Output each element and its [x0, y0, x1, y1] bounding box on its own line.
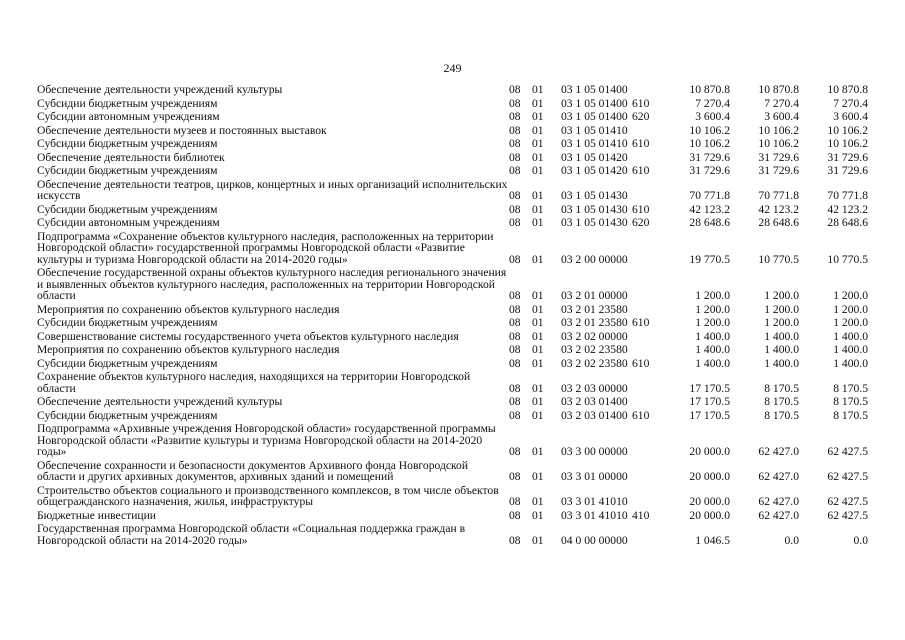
- subsection-code: 01: [532, 343, 544, 356]
- subsection-code: 01: [532, 216, 544, 229]
- row-name: Субсидии автономным учреждениям: [37, 216, 220, 229]
- amount-year-3: 31 729.6: [827, 150, 868, 164]
- table-row: [37, 98, 868, 112]
- table-body: [37, 84, 868, 548]
- expense-type-code: 610: [632, 96, 650, 110]
- subsection-code: 01: [532, 189, 544, 202]
- amount-year-3: 31 729.6: [827, 164, 868, 177]
- target-article-code: 03 1 05 01420: [561, 150, 628, 164]
- row-name: Обеспечение государственной охраны объектов культурного наследия регионального значения и выявленных объектов культурного наследия, расположенных на территории Новгородской области: [37, 266, 507, 302]
- amount-year-3: 62 427.5: [827, 445, 868, 458]
- table-row: [37, 485, 868, 510]
- page-number: 249: [443, 61, 462, 75]
- subsection-code: 01: [532, 96, 544, 110]
- amount-year-1: 10 870.8: [689, 83, 730, 96]
- amount-year-3: 70 771.8: [827, 189, 868, 202]
- target-article-code: 03 2 03 01400: [561, 408, 628, 422]
- target-article-code: 03 1 05 01400: [561, 83, 628, 96]
- amount-year-3: 1 200.0: [833, 302, 868, 316]
- amount-year-3: 3 600.4: [833, 110, 868, 123]
- row-name: Мероприятия по сохранению объектов культурного наследия: [37, 302, 340, 316]
- amount-year-1: 42 123.2: [689, 202, 730, 216]
- target-article-code: 03 2 02 00000: [561, 329, 628, 343]
- target-article-code: 03 3 00 00000: [561, 445, 628, 458]
- amount-year-2: 0.0: [784, 533, 799, 547]
- amount-year-1: 17 170.5: [689, 381, 730, 395]
- amount-year-1: 20 000.0: [689, 495, 730, 508]
- row-name: Субсидии бюджетным учреждениям: [37, 96, 218, 110]
- amount-year-3: 28 648.6: [827, 216, 868, 229]
- subsection-code: 01: [532, 381, 544, 395]
- section-code: 08: [509, 445, 521, 458]
- row-name: Субсидии бюджетным учреждениям: [37, 202, 218, 216]
- expense-type-code: 610: [632, 202, 650, 216]
- row-name: Субсидии бюджетным учреждениям: [37, 316, 218, 329]
- amount-year-3: 1 200.0: [833, 289, 868, 302]
- section-code: 08: [509, 289, 521, 302]
- section-code: 08: [509, 150, 521, 164]
- section-code: 08: [509, 533, 521, 547]
- budget-table: [37, 84, 868, 548]
- amount-year-2: 70 771.8: [758, 189, 799, 202]
- expense-type-code: [632, 152, 660, 166]
- amount-year-2: 3 600.4: [764, 110, 799, 123]
- amount-year-1: 20 000.0: [689, 470, 730, 483]
- subsection-code: 01: [532, 123, 544, 137]
- row-name: Государственная программа Новгородской области «Социальная поддержка граждан в Новгородской области на 2014-2020 годы»: [37, 522, 466, 547]
- target-article-code: 03 1 05 01430: [561, 189, 628, 202]
- row-name: Бюджетные инвестиции: [37, 508, 157, 522]
- amount-year-3: 1 200.0: [833, 316, 868, 329]
- subsection-code: 01: [532, 164, 544, 177]
- section-code: 08: [509, 408, 521, 422]
- amount-year-3: 1 400.0: [833, 329, 868, 343]
- expense-type-code: [632, 396, 660, 410]
- subsection-code: 01: [532, 508, 544, 522]
- target-article-code: 03 2 01 23580: [561, 316, 628, 329]
- table-row: [37, 460, 868, 485]
- target-article-code: 03 2 02 23580: [561, 343, 628, 356]
- amount-year-3: 8 170.5: [833, 408, 868, 422]
- table-row: [37, 523, 868, 548]
- amount-year-3: 62 427.5: [827, 470, 868, 483]
- row-name: Строительство объектов социального и производственного комплексов, в том числе объектов общегражданского назначения, жилья, инфраструктуры: [37, 483, 499, 508]
- amount-year-1: 3 600.4: [695, 110, 730, 123]
- target-article-code: 03 2 02 23580: [561, 356, 628, 370]
- section-code: 08: [509, 123, 521, 137]
- section-code: 08: [509, 164, 521, 177]
- amount-year-2: 42 123.2: [758, 202, 799, 216]
- target-article-code: 03 1 05 01400: [561, 110, 628, 123]
- section-code: 08: [509, 343, 521, 356]
- target-article-code: 04 0 00 00000: [561, 533, 628, 547]
- amount-year-2: 62 427.0: [758, 470, 799, 483]
- target-article-code: 03 1 05 01410: [561, 123, 628, 137]
- section-code: 08: [509, 189, 521, 202]
- table-row: [37, 396, 868, 410]
- row-name: Субсидии бюджетным учреждениям: [37, 356, 218, 370]
- amount-year-1: 70 771.8: [689, 189, 730, 202]
- row-name: Обеспечение деятельности учреждений культуры: [37, 83, 283, 96]
- section-code: 08: [509, 302, 521, 316]
- table-row: [37, 138, 868, 152]
- table-row: [37, 344, 868, 358]
- amount-year-2: 10 870.8: [758, 83, 799, 96]
- expense-type-code: [632, 267, 660, 304]
- target-article-code: 03 2 01 23580: [561, 302, 628, 316]
- amount-year-2: 10 106.2: [758, 123, 799, 137]
- table-row: [37, 423, 868, 460]
- expense-type-code: [632, 523, 660, 548]
- subsection-code: 01: [532, 395, 544, 408]
- expense-type-code: [632, 344, 660, 358]
- amount-year-3: 7 270.4: [833, 96, 868, 110]
- section-code: 08: [509, 216, 521, 229]
- amount-year-3: 10 870.8: [827, 83, 868, 96]
- amount-year-2: 1 400.0: [764, 329, 799, 343]
- table-row: [37, 111, 868, 125]
- amount-year-1: 1 200.0: [695, 289, 730, 302]
- amount-year-3: 62 427.5: [827, 495, 868, 508]
- amount-year-2: 10 770.5: [758, 252, 799, 266]
- row-name: Подпрограмма «Сохранение объектов культурного наследия, расположенных на территории Новгородской области» государственной программы Новгородской области «Развитие культуры и туризма Новгородской области на 2014-2020 годы»: [37, 229, 494, 266]
- row-name: Совершенствование системы государственного учета объектов культурного наследия: [37, 329, 459, 343]
- row-name: Субсидии бюджетным учреждениям: [37, 164, 218, 177]
- amount-year-3: 8 170.5: [833, 381, 868, 395]
- amount-year-2: 1 200.0: [764, 316, 799, 329]
- target-article-code: 03 1 05 01420: [561, 164, 628, 177]
- row-name: Субсидии автономным учреждениям: [37, 110, 220, 123]
- table-row: [37, 179, 868, 204]
- target-article-code: 03 1 05 01430: [561, 216, 628, 229]
- amount-year-2: 10 106.2: [758, 137, 799, 150]
- subsection-code: 01: [532, 356, 544, 370]
- section-code: 08: [509, 96, 521, 110]
- table-row: [37, 510, 868, 524]
- row-name: Обеспечение деятельности театров, цирков, концертных и иных организаций исполнительских искусств: [37, 177, 508, 202]
- expense-type-code: 610: [632, 356, 650, 370]
- amount-year-1: 1 400.0: [695, 356, 730, 370]
- amount-year-1: 31 729.6: [689, 164, 730, 177]
- subsection-code: 01: [532, 408, 544, 422]
- row-name: Обеспечение деятельности музеев и постоянных выставок: [37, 123, 327, 137]
- table-row: [37, 371, 868, 396]
- table-row: [37, 267, 868, 304]
- target-article-code: 03 1 05 01410: [561, 137, 628, 150]
- table-row: [37, 165, 868, 179]
- section-code: 08: [509, 508, 521, 522]
- expense-type-code: [632, 485, 660, 510]
- table-row: [37, 331, 868, 345]
- row-name: Подпрограмма «Архивные учреждения Новгородской области» государственной программы Новгородской области «Развитие культуры и туризма Новгородской области на 2014-2020 годы»: [37, 422, 496, 458]
- amount-year-2: 8 170.5: [764, 395, 799, 408]
- target-article-code: 03 3 01 41010: [561, 495, 628, 508]
- expense-type-code: 610: [632, 408, 650, 422]
- section-code: 08: [509, 470, 521, 483]
- amount-year-2: 8 170.5: [764, 408, 799, 422]
- subsection-code: 01: [532, 302, 544, 316]
- amount-year-2: 7 270.4: [764, 96, 799, 110]
- amount-year-2: 1 200.0: [764, 302, 799, 316]
- table-row: [37, 410, 868, 424]
- section-code: 08: [509, 495, 521, 508]
- amount-year-3: 1 400.0: [833, 356, 868, 370]
- expense-type-code: [632, 304, 660, 318]
- section-code: 08: [509, 252, 521, 266]
- section-code: 08: [509, 202, 521, 216]
- amount-year-1: 20 000.0: [689, 508, 730, 522]
- target-article-code: 03 3 01 41010: [561, 508, 628, 522]
- row-name: Обеспечение сохранности и безопасности документов Архивного фонда Новгородской области и других архивных документов, архивных зданий и помещений: [37, 458, 469, 483]
- subsection-code: 01: [532, 329, 544, 343]
- amount-year-2: 62 427.0: [758, 445, 799, 458]
- amount-year-1: 7 270.4: [695, 96, 730, 110]
- expense-type-code: 620: [632, 110, 650, 123]
- section-code: 08: [509, 316, 521, 329]
- section-code: 08: [509, 329, 521, 343]
- amount-year-1: 28 648.6: [689, 216, 730, 229]
- amount-year-2: 31 729.6: [758, 164, 799, 177]
- amount-year-2: 28 648.6: [758, 216, 799, 229]
- amount-year-1: 1 400.0: [695, 329, 730, 343]
- subsection-code: 01: [532, 202, 544, 216]
- expense-type-code: [632, 179, 660, 204]
- section-code: 08: [509, 356, 521, 370]
- subsection-code: 01: [532, 316, 544, 329]
- amount-year-3: 10 770.5: [827, 252, 868, 266]
- amount-year-1: 19 770.5: [689, 252, 730, 266]
- amount-year-2: 62 427.0: [758, 508, 799, 522]
- amount-year-3: 42 123.2: [827, 202, 868, 216]
- row-name: Обеспечение деятельности учреждений культуры: [37, 395, 283, 408]
- amount-year-3: 62 427.5: [827, 508, 868, 522]
- subsection-code: 01: [532, 470, 544, 483]
- table-row: [37, 231, 868, 268]
- target-article-code: 03 2 01 00000: [561, 289, 628, 302]
- row-name: Субсидии бюджетным учреждениям: [37, 137, 218, 150]
- table-row: [37, 304, 868, 318]
- row-name: Обеспечение деятельности библиотек: [37, 150, 225, 164]
- target-article-code: 03 2 00 00000: [561, 252, 628, 266]
- amount-year-2: 31 729.6: [758, 150, 799, 164]
- table-row: [37, 217, 868, 231]
- table-row: [37, 204, 868, 218]
- section-code: 08: [509, 110, 521, 123]
- amount-year-2: 8 170.5: [764, 381, 799, 395]
- amount-year-3: 8 170.5: [833, 395, 868, 408]
- section-code: 08: [509, 381, 521, 395]
- row-name: Сохранение объектов культурного наследия, находящихся на территории Новгородской области: [37, 370, 471, 395]
- subsection-code: 01: [532, 83, 544, 96]
- section-code: 08: [509, 137, 521, 150]
- amount-year-2: 1 400.0: [764, 343, 799, 356]
- subsection-code: 01: [532, 533, 544, 547]
- target-article-code: 03 3 01 00000: [561, 470, 628, 483]
- expense-type-code: 410: [632, 508, 650, 522]
- subsection-code: 01: [532, 289, 544, 302]
- target-article-code: 03 2 03 01400: [561, 395, 628, 408]
- amount-year-1: 1 200.0: [695, 302, 730, 316]
- target-article-code: 03 2 03 00000: [561, 381, 628, 395]
- subsection-code: 01: [532, 445, 544, 458]
- subsection-code: 01: [532, 495, 544, 508]
- amount-year-3: 10 106.2: [827, 137, 868, 150]
- amount-year-3: 1 400.0: [833, 343, 868, 356]
- expense-type-code: [632, 460, 660, 485]
- table-row: [37, 317, 868, 331]
- expense-type-code: [632, 331, 660, 345]
- table-row: [37, 152, 868, 166]
- expense-type-code: 610: [632, 316, 650, 329]
- expense-type-code: [632, 84, 660, 98]
- subsection-code: 01: [532, 137, 544, 150]
- expense-type-code: [632, 125, 660, 139]
- target-article-code: 03 1 05 01400: [561, 96, 628, 110]
- amount-year-2: 62 427.0: [758, 495, 799, 508]
- expense-type-code: 620: [632, 216, 650, 229]
- table-row: [37, 84, 868, 98]
- subsection-code: 01: [532, 150, 544, 164]
- table-row: [37, 125, 868, 139]
- amount-year-1: 10 106.2: [689, 137, 730, 150]
- row-name: Мероприятия по сохранению объектов культурного наследия: [37, 343, 340, 356]
- section-code: 08: [509, 395, 521, 408]
- subsection-code: 01: [532, 110, 544, 123]
- subsection-code: 01: [532, 252, 544, 266]
- amount-year-1: 20 000.0: [689, 445, 730, 458]
- expense-type-code: [632, 371, 660, 396]
- amount-year-1: 17 170.5: [689, 395, 730, 408]
- amount-year-2: 1 400.0: [764, 356, 799, 370]
- amount-year-1: 17 170.5: [689, 408, 730, 422]
- expense-type-code: [632, 423, 660, 460]
- table-row: [37, 358, 868, 372]
- target-article-code: 03 1 05 01430: [561, 202, 628, 216]
- amount-year-3: 10 106.2: [827, 123, 868, 137]
- expense-type-code: [632, 231, 660, 268]
- amount-year-1: 1 200.0: [695, 316, 730, 329]
- expense-type-code: 610: [632, 164, 650, 177]
- amount-year-1: 1 046.5: [695, 533, 730, 547]
- amount-year-1: 10 106.2: [689, 123, 730, 137]
- amount-year-2: 1 200.0: [764, 289, 799, 302]
- amount-year-1: 31 729.6: [689, 150, 730, 164]
- amount-year-3: 0.0: [853, 533, 868, 547]
- row-name: Субсидии бюджетным учреждениям: [37, 408, 218, 422]
- amount-year-1: 1 400.0: [695, 343, 730, 356]
- section-code: 08: [509, 83, 521, 96]
- expense-type-code: 610: [632, 137, 650, 150]
